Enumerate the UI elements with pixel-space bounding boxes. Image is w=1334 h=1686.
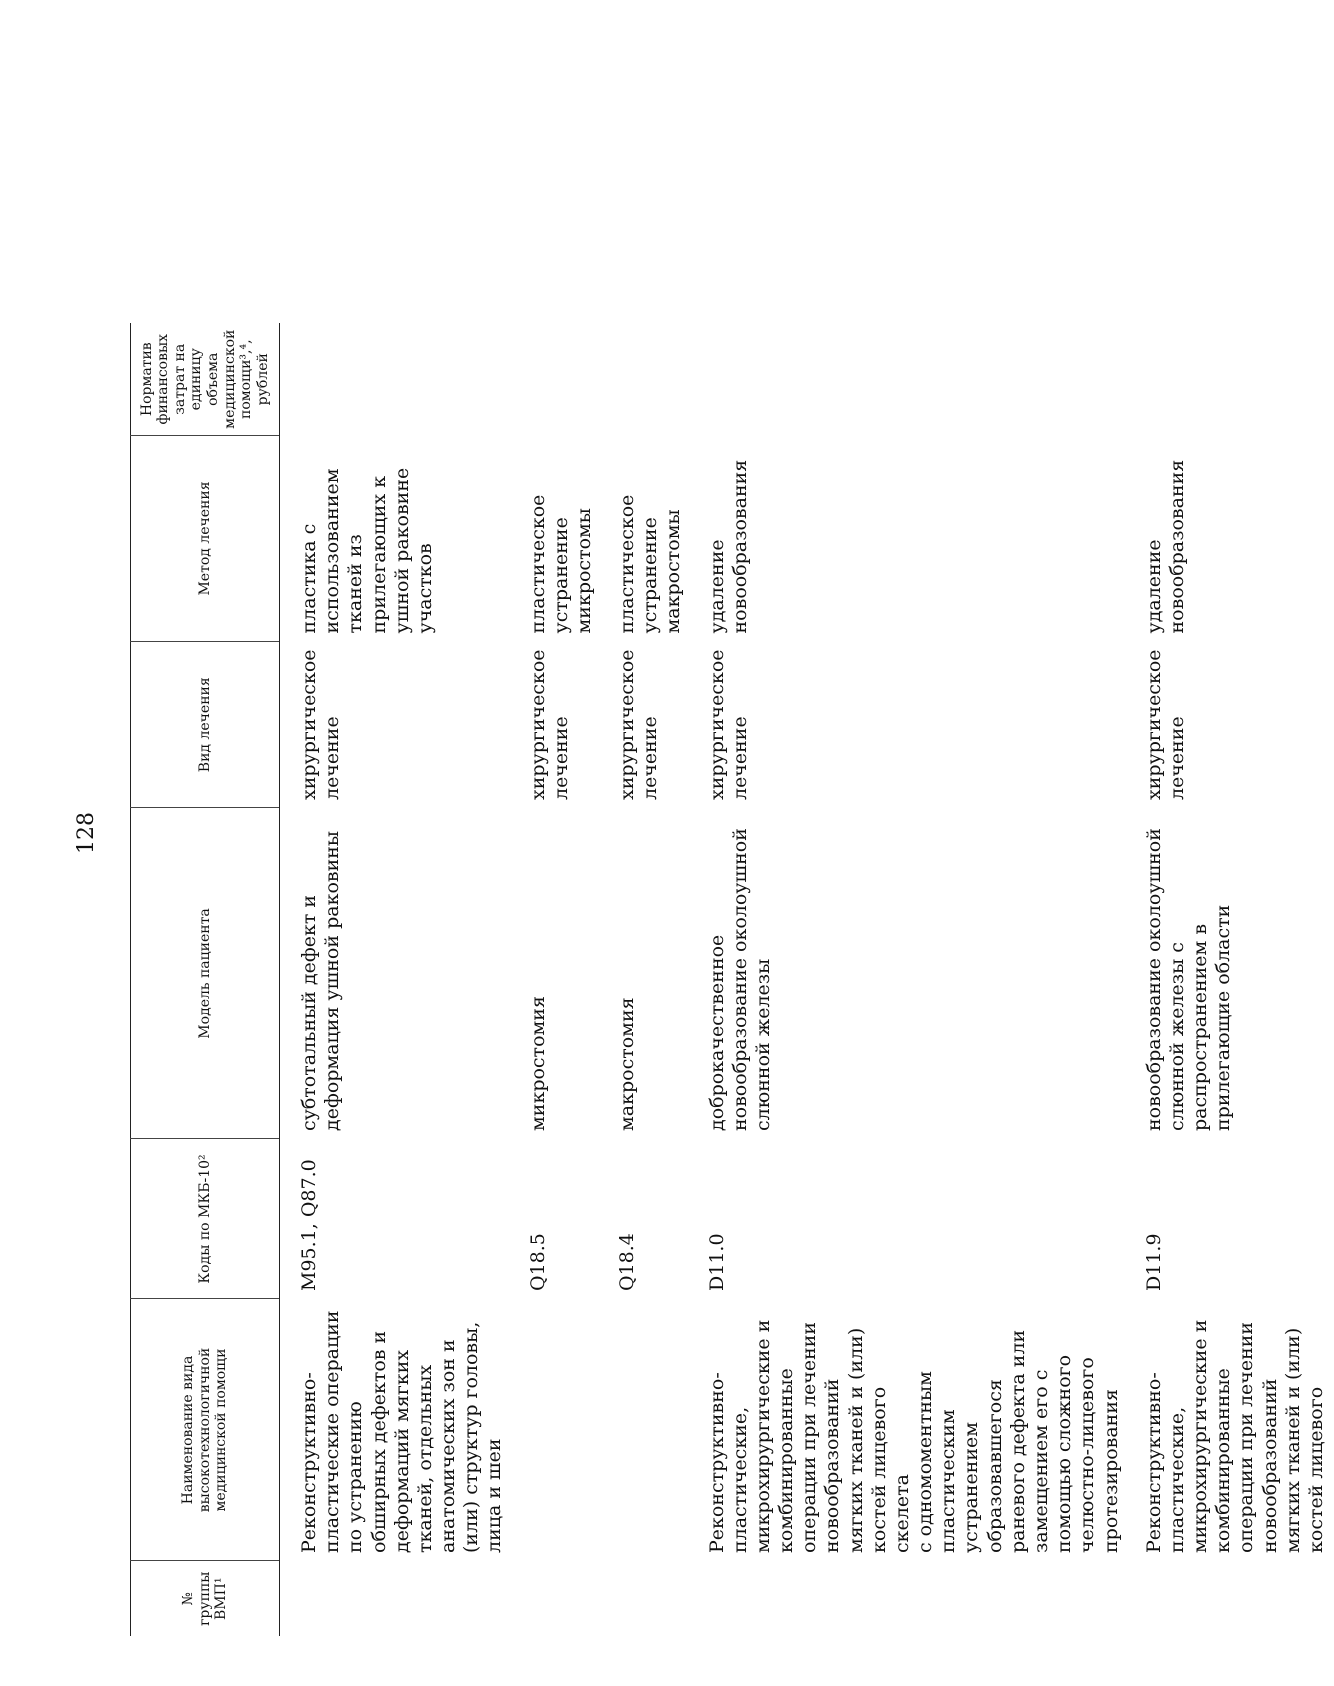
cell-method: пластика с использованием тканей из прилегающих к ушной раковине участков: [298, 467, 436, 634]
cell-model: новообразование околоушной слюнной железы с распространением в прилегающие области: [1142, 828, 1235, 1131]
cell-model: микростомия: [526, 996, 549, 1131]
cell-model: доброкачественное новообразование околоушной слюнной железы: [705, 828, 774, 1131]
page-number: 128: [74, 812, 99, 854]
cell-type: хирургическое лечение: [616, 649, 662, 800]
cell-norm: [280, 323, 513, 435]
cell-name: [602, 1299, 692, 1561]
header-codes: Коды по МКБ-10²: [131, 1139, 280, 1299]
cell-type: хирургическое лечение: [298, 649, 344, 800]
cell-norm: [513, 323, 603, 435]
table-row: [602, 323, 692, 1636]
cell-type: хирургическое лечение: [526, 649, 572, 800]
cell-name: Реконструктивно-пластические, микрохирургические и комбинированные операции при лечении новообразований мягких тканей и (или) костей лицевого: [1142, 1319, 1327, 1553]
cell-codes: M95.1, Q87.0: [298, 1159, 320, 1291]
table-row: [513, 323, 603, 1636]
cell-group: [1129, 1561, 1334, 1636]
header-type: Вид лечения: [131, 641, 280, 808]
cell-name: Реконструктивно-пластические, микрохирургические и комбинированные операции при лечении новообразований мягких тканей и (или) костей лицевого скелета с одномоментным пластическим устранением образовавшегося раневого дефекта или замещением его с помощью сложного челюстно-лицевого протезирования: [705, 1319, 1122, 1553]
cell-method: пластическое устранение макростомы: [616, 494, 685, 634]
header-row: [131, 323, 280, 1636]
cell-norm: [1129, 323, 1334, 435]
cell-method: пластическое устранение микростомы: [526, 494, 595, 634]
table-body: [280, 323, 1334, 1636]
cell-method: удаление новообразования: [1142, 459, 1188, 634]
header-model: Модель пациента: [131, 808, 280, 1139]
cell-norm: [692, 323, 1129, 435]
header-method: Метод лечения: [131, 435, 280, 641]
cell-name: Реконструктивно-пластические операции по устранению обширных дефектов и деформаций мягких тканей, отдельных анатомических зон и (или) структур головы, лица и шеи: [298, 1310, 506, 1553]
cell-norm: [602, 323, 692, 435]
cell-group: [692, 1561, 1129, 1636]
cell-codes: Q18.5: [526, 1233, 549, 1291]
cell-model: макростомия: [616, 997, 639, 1131]
cell-codes: Q18.4: [616, 1233, 639, 1291]
cell-group: [602, 1561, 692, 1636]
treatment-table: [130, 323, 1334, 1636]
header-norm: Норматив финансовых затрат на единицу объема медицинской помощи³,⁴, рублей: [131, 323, 280, 435]
cell-type: хирургическое лечение: [1142, 649, 1188, 800]
cell-method: удаление новообразования: [705, 459, 751, 634]
cell-name: [513, 1299, 603, 1561]
header-name: Наименование вида высокотехнологичной медицинской помощи: [131, 1299, 280, 1561]
table-row: [1129, 323, 1334, 1636]
cell-group: [513, 1561, 603, 1636]
table-header: [131, 323, 280, 1636]
table-row: [692, 323, 1129, 1636]
cell-type: хирургическое лечение: [705, 649, 751, 800]
header-group: № группы ВМП¹: [131, 1561, 280, 1636]
cell-group: [280, 1561, 513, 1636]
cell-codes: D11.9: [1142, 1233, 1165, 1291]
cell-model: субтотальный дефект и деформация ушной раковины: [298, 830, 344, 1131]
table-row: [280, 323, 513, 1636]
cell-codes: D11.0: [705, 1233, 728, 1291]
